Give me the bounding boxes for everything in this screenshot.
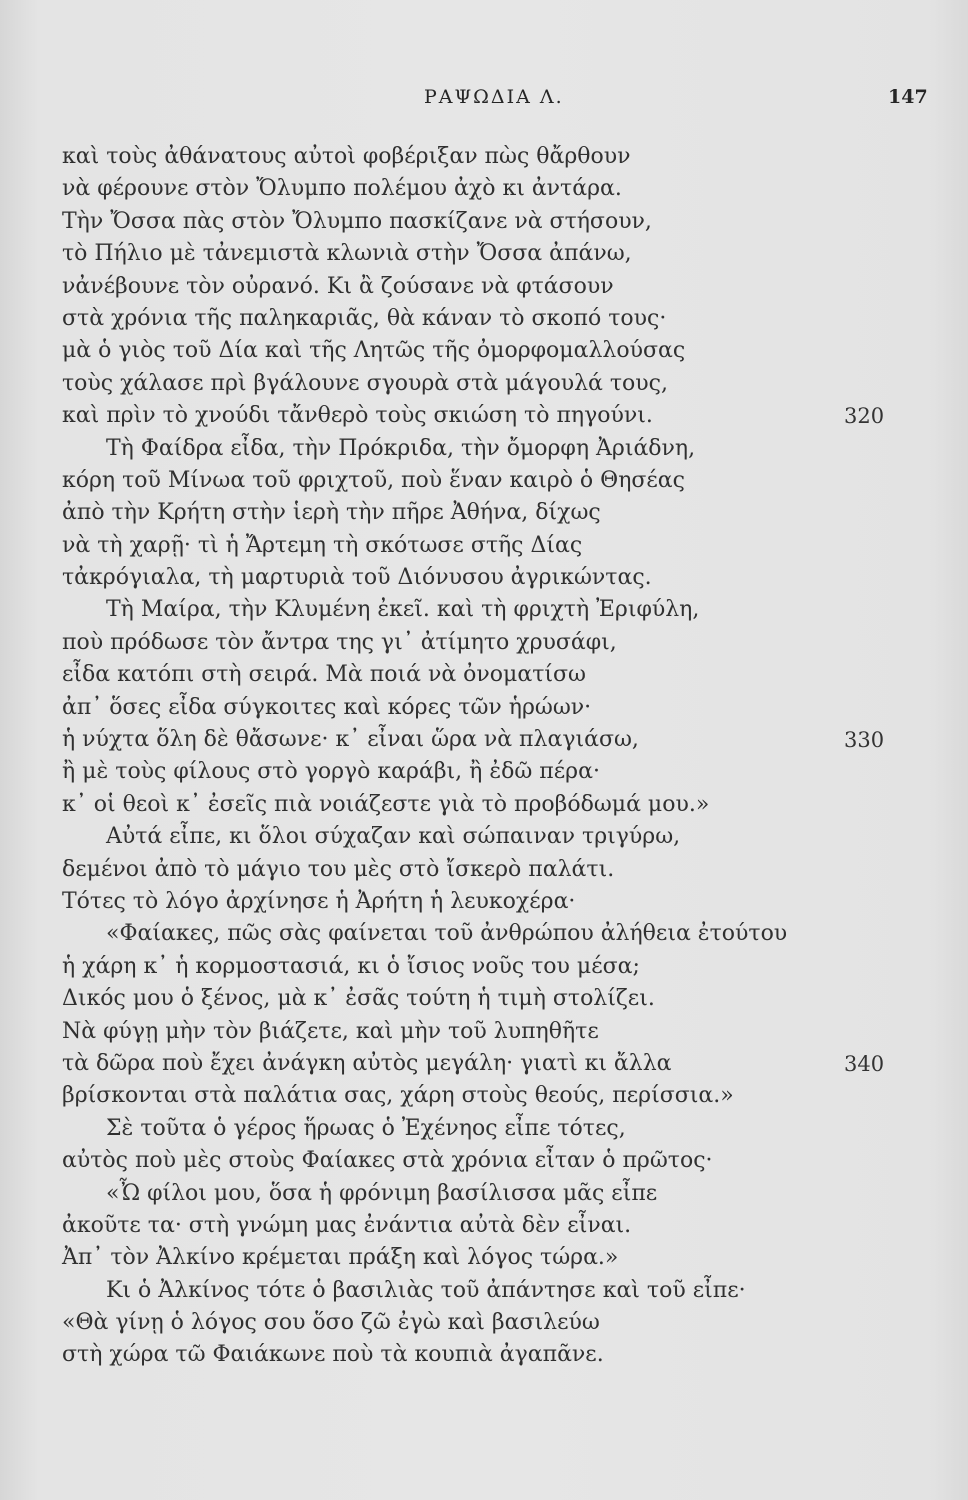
verse-line <box>62 238 922 270</box>
verse-line-text: ἀκοῦτε τα· στὴ γνώμη μας ἐνάντια αὐτὰ δὲν εἶναι. <box>62 1212 632 1238</box>
verse-text <box>62 141 922 1372</box>
verse-line <box>62 854 922 886</box>
verse-line <box>62 789 922 821</box>
verse-line-text: εἶδα κατόπι στὴ σειρά. Μὰ ποιά νὰ ὀνοματίσω <box>62 662 586 688</box>
verse-line <box>62 821 922 853</box>
verse-line <box>62 1307 922 1339</box>
verse-line <box>62 1016 922 1048</box>
verse-line <box>62 594 922 626</box>
verse-line-text: «Φαίακες, πῶς σὰς φαίνεται τοῦ ἀνθρώπου ἀλήθεια ἐτούτου <box>106 921 788 947</box>
verse-line <box>62 335 922 367</box>
verse-line <box>62 1210 922 1242</box>
verse-line-text: Δικός μου ὁ ξένος, μὰ κ᾽ ἐσᾶς τούτη ἡ τιμὴ στολίζει. <box>62 986 655 1012</box>
verse-line-text: μὰ ὁ γιὸς τοῦ Δία καὶ τῆς Λητῶς τῆς ὀμορφομαλλούσας <box>62 338 686 364</box>
line-number: 330 <box>844 728 885 753</box>
line-number: 340 <box>844 1051 885 1076</box>
verse-line-text: Σὲ τοῦτα ὁ γέρος ἥρωας ὁ Ἐχένηος εἶπε τότες, <box>106 1115 626 1141</box>
verse-line-text: στὴ χώρα τῶ Φαιάκωνε ποὺ τὰ κουπιὰ ἀγαπᾶνε. <box>62 1342 604 1368</box>
verse-line-text: ἢ μὲ τοὺς φίλους στὸ γοργὸ καράβι, ἢ ἐδῶ πέρα· <box>62 759 600 785</box>
verse-line <box>62 756 922 788</box>
verse-line <box>62 692 922 724</box>
verse-line-text: Τότες τὸ λόγο ἀρχίνησε ἡ Ἀρήτη ἡ λευκοχέρα· <box>62 888 576 914</box>
verse-line-text: καὶ τοὺς ἀθάνατους αὐτοὶ φοβέριξαν πὼς θἄρθουν <box>62 144 631 169</box>
verse-line <box>62 1178 922 1210</box>
verse-line-text: ἡ χάρη κ᾽ ἡ κορμοστασιά, κι ὁ ἴσιος νοῦς του μέσα; <box>62 953 640 979</box>
verse-line-text: Τὴν Ὄσσα πὰς στὸν Ὄλυμπο πασκίζανε νὰ στήσουν, <box>62 208 652 234</box>
verse-line-text: κόρη τοῦ Μίνωα τοῦ φριχτοῦ, ποὺ ἕναν καιρὸ ὁ Θησέας <box>62 467 685 493</box>
verse-line-text: αὐτὸς ποὺ μὲς στοὺς Φαίακες στὰ χρόνια εἶταν ὁ πρῶτος· <box>62 1148 713 1174</box>
verse-line-text: «Θὰ γίνῃ ὁ λόγος σου ὅσο ζῶ ἐγὼ καὶ βασιλεύω <box>62 1310 600 1336</box>
verse-line-text: τοὺς χάλασε πρὶ βγάλουνε σγουρὰ στὰ μάγουλά τους, <box>62 370 668 396</box>
running-head <box>0 86 968 116</box>
verse-line-text: βρίσκονται στὰ παλάτια σας, χάρη στοὺς θεούς, περίσσια.» <box>62 1083 734 1109</box>
verse-line-text: τὰ δῶρα ποὺ ἔχει ἀνάγκη αὐτὸς μεγάλη· γιατὶ κι ἄλλα <box>62 1050 672 1076</box>
verse-line <box>62 562 922 594</box>
verse-line-text: «Ὦ φίλοι μου, ὅσα ἡ φρόνιμη βασίλισσα μᾶς εἶπε <box>106 1180 658 1206</box>
verse-line <box>62 1113 922 1145</box>
verse-line-text: στὰ χρόνια τῆς παληκαριᾶς, θὰ κάναν τὸ σκοπό τους· <box>62 305 667 331</box>
verse-line-text: νὰ φέρουνε στὸν Ὄλυμπο πολέμου ἀχὸ κι ἀντάρα. <box>62 176 622 202</box>
page-number: 147 <box>888 86 928 108</box>
verse-line-text: Αὐτά εἶπε, κι ὅλοι σύχαζαν καὶ σώπαιναν τριγύρω, <box>106 824 681 850</box>
verse-line <box>62 918 922 950</box>
verse-line-text: Κι ὁ Ἀλκίνος τότε ὁ βασιλιὰς τοῦ ἀπάντησε καὶ τοῦ εἶπε· <box>106 1277 746 1303</box>
verse-line-text: Ἀπ᾽ τὸν Ἀλκίνο κρέμεται πράξη καὶ λόγος τώρα.» <box>62 1245 619 1271</box>
verse-line <box>62 1048 922 1080</box>
verse-line-text: τὸ Πήλιο μὲ τἀνεμιστὰ κλωνιὰ στὴν Ὄσσα ἀπάνω, <box>62 241 632 267</box>
verse-line <box>62 724 922 756</box>
verse-line-text: Τὴ Φαίδρα εἶδα, τὴν Πρόκριδα, τὴν ὄμορφη Ἀριάδνη, <box>106 435 696 461</box>
verse-line <box>62 497 922 529</box>
line-number: 320 <box>844 404 885 429</box>
verse-line-text: κ᾽ οἱ θεοὶ κ᾽ ἐσεῖς πιὰ νοιάζεστε γιὰ τὸ προβόδωμά μου.» <box>62 791 710 817</box>
verse-line <box>62 627 922 659</box>
verse-line-text: δεμένοι ἀπὸ τὸ μάγιο του μὲς στὸ ἴσκερὸ παλάτι. <box>62 856 615 882</box>
verse-line <box>62 141 922 173</box>
verse-line <box>62 303 922 335</box>
verse-line <box>62 368 922 400</box>
verse-line <box>62 983 922 1015</box>
verse-line <box>62 659 922 691</box>
verse-line <box>62 173 922 205</box>
verse-line-text: Νὰ φύγῃ μὴν τὸν βιάζετε, καὶ μὴν τοῦ λυπηθῆτε <box>62 1018 599 1044</box>
verse-line <box>62 530 922 562</box>
verse-line <box>62 1145 922 1177</box>
verse-line <box>62 1275 922 1307</box>
verse-line-text: νἀνέβουνε τὸν οὐρανό. Κι ἂ ζούσανε νὰ φτάσουν <box>62 273 614 299</box>
chapter-title: ΡΑΨΩΔΙΑ Λ. <box>424 86 564 108</box>
verse-line-text: Τὴ Μαίρα, τὴν Κλυμένη ἐκεῖ. καὶ τὴ φριχτὴ Ἐριφύλη, <box>106 597 700 623</box>
verse-line <box>62 206 922 238</box>
verse-line-text: ἀπ᾽ ὅσες εἶδα σύγκοιτες καὶ κόρες τῶν ἡρώων· <box>62 694 592 720</box>
verse-line <box>62 465 922 497</box>
verse-line <box>62 951 922 983</box>
verse-line-text: ἡ νύχτα ὅλη δὲ θἄσωνε· κ᾽ εἶναι ὥρα νὰ πλαγιάσω, <box>62 727 639 753</box>
verse-line <box>62 1242 922 1274</box>
verse-line <box>62 271 922 303</box>
verse-line-text: ποὺ πρόδωσε τὸν ἄντρα της γι᾽ ἀτίμητο χρυσάφι, <box>62 629 617 655</box>
verse-line-text: τἀκρόγιαλα, τὴ μαρτυριὰ τοῦ Διόνυσου ἀγρικώντας. <box>62 565 652 591</box>
verse-line-text: ἀπὸ τὴν Κρήτη στὴν ἱερὴ τὴν πῆρε Ἀθήνα, δίχως <box>62 500 601 526</box>
verse-line <box>62 886 922 918</box>
verse-line-text: καὶ πρὶν τὸ χνούδι τἄνθερὸ τοὺς σκιώση τὸ πηγούνι. <box>62 403 653 429</box>
verse-line-text: νὰ τὴ χαρῇ· τὶ ἡ Ἄρτεμη τὴ σκότωσε στῆς Δίας <box>62 532 583 558</box>
verse-line <box>62 433 922 465</box>
verse-line <box>62 1080 922 1112</box>
verse-line <box>62 1339 922 1371</box>
verse-line <box>62 400 922 432</box>
